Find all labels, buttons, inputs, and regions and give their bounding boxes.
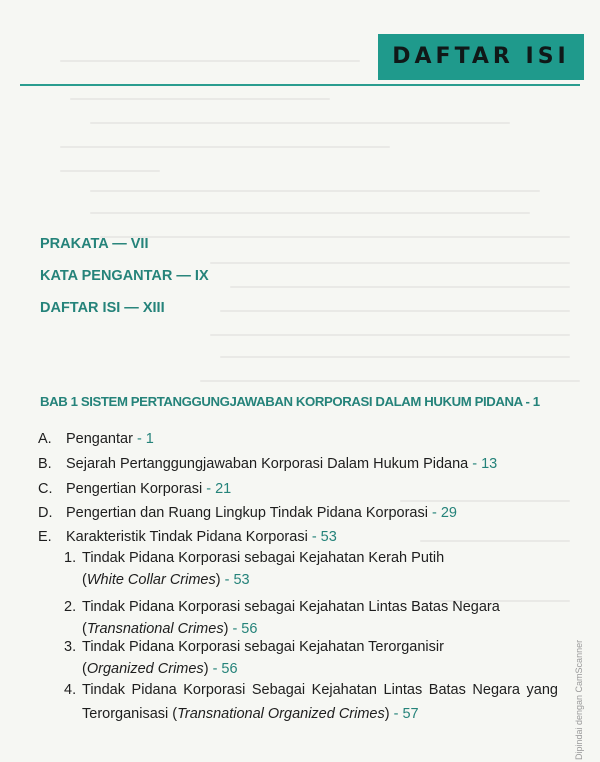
item-label: C. (38, 481, 53, 497)
subitem-close: ) (215, 572, 221, 588)
subitem-open: ( (82, 661, 87, 677)
item-page: - 1 (136, 431, 154, 447)
item-label: D. (38, 505, 53, 521)
item-label: E. (38, 529, 52, 545)
toc-prakata: PRAKATA — VII (40, 236, 149, 252)
subitem-close: ) (203, 661, 209, 677)
item-text: Pengantar (66, 431, 133, 447)
item-page: - 13 (472, 456, 498, 472)
item-text: Sejarah Pertanggungjawaban Korporasi Dalam Hukum Pidana (66, 456, 469, 472)
item-page: - 53 (311, 529, 337, 545)
subitem-italic: Transnational Crimes (86, 621, 224, 637)
subitem-number: 2. (64, 599, 77, 615)
subitem-line: Tindak Pidana Korporasi sebagai Kejahatan Kerah Putih (82, 550, 445, 566)
subitem-close: ) (384, 706, 390, 722)
subitem-line: Tindak Pidana Korporasi sebagai Kejahatan Lintas Batas Negara (82, 599, 500, 615)
subitem-open: ( (82, 621, 87, 637)
subitem-open: Terorganisasi ( (82, 706, 178, 722)
subitem-page: - 56 (212, 661, 238, 677)
chapter-heading: BAB 1 SISTEM PERTANGGUNGJAWABAN KORPORASI DALAM HUKUM PIDANA - 1 (40, 394, 540, 409)
item-label: A. (38, 431, 52, 447)
item-label: B. (38, 456, 52, 472)
toc-kata-pengantar: KATA PENGANTAR — IX (40, 268, 209, 284)
subitem-number: 4. (64, 682, 77, 698)
toc-daftar-isi: DAFTAR ISI — XIII (40, 300, 165, 316)
item-page: - 21 (206, 481, 232, 497)
item-text: Karakteristik Tindak Pidana Korporasi (66, 529, 308, 545)
subitem-italic: Organized Crimes (86, 661, 204, 677)
header-rule (20, 84, 580, 86)
subitem-number: 3. (64, 639, 77, 655)
item-page: - 29 (431, 505, 457, 521)
subitem-line: Tindak Pidana Korporasi sebagai Kejahatan Terorganisir (82, 639, 444, 655)
subitem-close: ) (223, 621, 229, 637)
subitem-open: ( (82, 572, 87, 588)
subitem-italic: Transnational Organized Crimes (177, 706, 385, 722)
subitem-number: 1. (64, 550, 77, 566)
subitem-page: - 53 (224, 572, 250, 588)
item-text: Pengertian dan Ruang Lingkup Tindak Pidana Korporasi (66, 505, 428, 521)
subitem-italic: White Collar Crimes (86, 572, 216, 588)
subitem-page: - 57 (393, 706, 419, 722)
page-title: DAFTAR ISI (392, 44, 570, 69)
subitem-line: Tindak Pidana Korporasi Sebagai Kejahatan Lintas Batas Negara yang (82, 682, 558, 698)
subitem-page: - 56 (232, 621, 258, 637)
scanner-watermark: Dipindai dengan CamScanner (574, 639, 584, 760)
item-text: Pengertian Korporasi (66, 481, 203, 497)
